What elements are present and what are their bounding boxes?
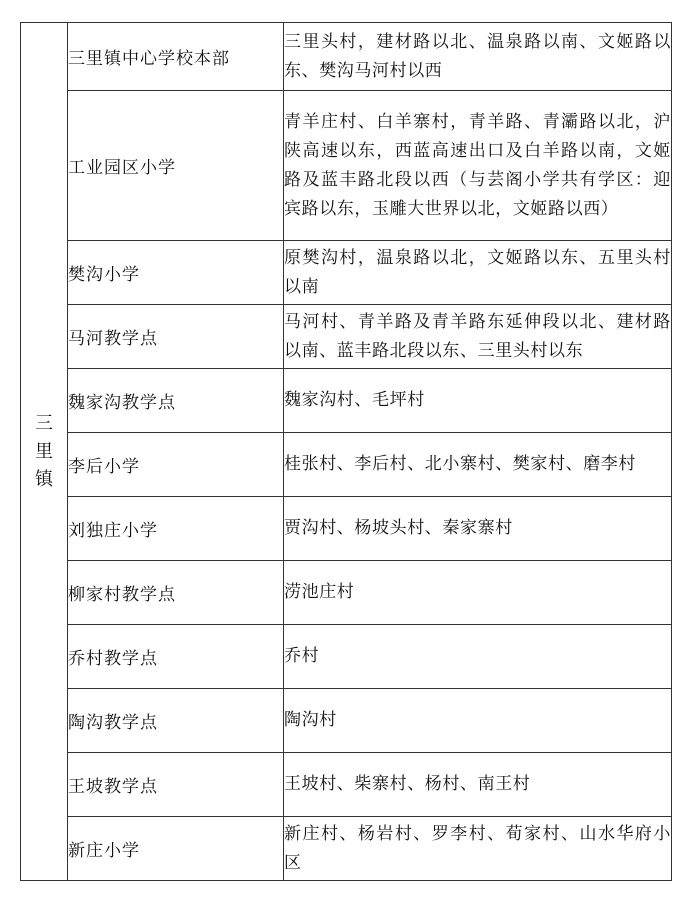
school-name: 李后小学 — [68, 433, 284, 497]
school-name: 工业园区小学 — [68, 91, 284, 241]
district-area: 陶沟村 — [284, 689, 672, 753]
table-row — [21, 91, 672, 241]
school-name: 樊沟小学 — [68, 241, 284, 305]
district-area: 新庄村、杨岩村、罗李村、荀家村、山水华府小区 — [284, 817, 672, 881]
district-area: 原樊沟村，温泉路以北，文姬路以东、五里头村以南 — [284, 241, 672, 305]
table-row — [21, 433, 672, 497]
table-row — [21, 305, 672, 369]
school-district-table — [20, 22, 672, 881]
school-name: 陶沟教学点 — [68, 689, 284, 753]
table-row — [21, 241, 672, 305]
table-row — [21, 561, 672, 625]
district-area: 桂张村、李后村、北小寨村、樊家村、磨李村 — [284, 433, 672, 497]
table-row — [21, 369, 672, 433]
district-area: 青羊庄村、白羊寨村，青羊路、青灞路以北，沪陕高速以东，西蓝高速出口及白羊路以南，文姬路及蓝丰路北段以西（与芸阁小学共有学区：迎宾路以东，玉雕大世界以北，文姬路以西） — [284, 91, 672, 241]
school-name: 乔村教学点 — [68, 625, 284, 689]
school-name: 三里镇中心学校本部 — [68, 23, 284, 91]
district-area: 马河村、青羊路及青羊路东延伸段以北、建材路以南、蓝丰路北段以东、三里头村以东 — [284, 305, 672, 369]
town-name: 三里镇 — [35, 412, 53, 490]
table-row — [21, 817, 672, 881]
table-row — [21, 625, 672, 689]
district-area: 涝池庄村 — [284, 561, 672, 625]
school-name: 马河教学点 — [68, 305, 284, 369]
school-name: 新庄小学 — [68, 817, 284, 881]
district-area: 乔村 — [284, 625, 672, 689]
district-area: 三里头村，建材路以北、温泉路以南、文姬路以东、樊沟马河村以西 — [284, 23, 672, 91]
school-name: 柳家村教学点 — [68, 561, 284, 625]
school-name: 魏家沟教学点 — [68, 369, 284, 433]
town-cell — [21, 23, 68, 881]
table-row — [21, 689, 672, 753]
school-name: 王坡教学点 — [68, 753, 284, 817]
table-row — [21, 497, 672, 561]
table-row — [21, 753, 672, 817]
district-area: 贾沟村、杨坡头村、秦家寨村 — [284, 497, 672, 561]
district-area: 王坡村、柴寨村、杨村、南王村 — [284, 753, 672, 817]
table-row — [21, 23, 672, 91]
school-name: 刘独庄小学 — [68, 497, 284, 561]
district-area: 魏家沟村、毛坪村 — [284, 369, 672, 433]
